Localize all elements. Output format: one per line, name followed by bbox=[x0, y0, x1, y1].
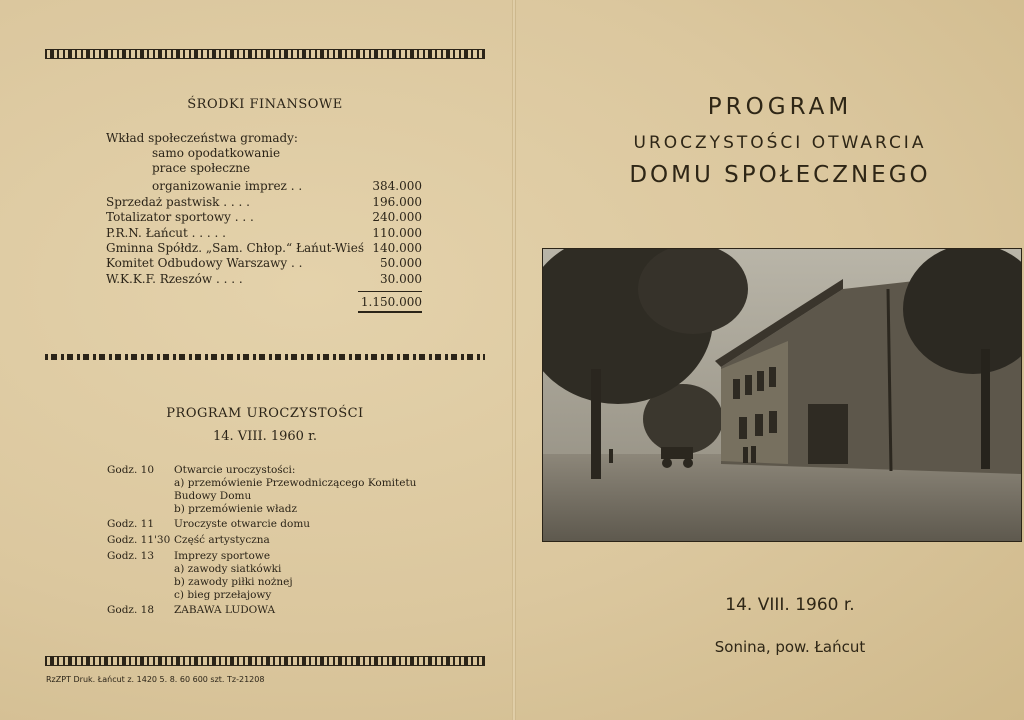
middle-ornament-border bbox=[45, 351, 485, 363]
finance-label: P.R.N. Łańcut . . . . . bbox=[106, 226, 226, 240]
finance-label: organizowanie imprez . . bbox=[152, 179, 303, 193]
cover-title: PROGRAM bbox=[707, 94, 853, 120]
cover-subtitle: UROCZYSTOŚCI OTWARCIA bbox=[633, 133, 927, 153]
community-house-photo bbox=[542, 248, 1022, 542]
finance-row bbox=[106, 195, 422, 210]
intro-line: samo opodatkowanie bbox=[152, 146, 281, 160]
photo-illustration bbox=[543, 249, 1021, 541]
finance-value: 384.000 bbox=[372, 179, 422, 193]
finance-row bbox=[106, 179, 422, 194]
printer-imprint: RzZPT Druk. Łańcut z. 1420 5. 8. 60 600 szt. Tz-21208 bbox=[46, 675, 265, 684]
schedule-line: a) zawody siatkówki bbox=[174, 563, 282, 575]
finance-label: Komitet Odbudowy Warszawy . . bbox=[106, 256, 303, 270]
finance-value: 140.000 bbox=[372, 241, 422, 255]
intro-line: Wkład społeczeństwa gromady: bbox=[106, 131, 298, 145]
finance-label: Totalizator sportowy . . . bbox=[106, 210, 254, 224]
schedule-time: Godz. 10 bbox=[107, 464, 154, 476]
schedule-line: a) przemówienie Przewodniczącego Komitetu bbox=[174, 477, 417, 489]
program-date: 14. VIII. 1960 r. bbox=[213, 429, 317, 444]
program-title: PROGRAM UROCZYSTOŚCI bbox=[166, 406, 364, 421]
schedule-line: Imprezy sportowe bbox=[174, 550, 271, 562]
total-rule bbox=[358, 291, 422, 292]
finance-label: Gminna Spółdz. „Sam. Chłop.“ Łańut-Wieś bbox=[106, 241, 365, 255]
schedule-line: b) zawody piłki nożnej bbox=[174, 576, 293, 588]
finance-row bbox=[106, 256, 422, 271]
finances-intro bbox=[106, 131, 298, 176]
schedule-line: ZABAWA LUDOWA bbox=[174, 604, 276, 616]
schedule-time: Godz. 11'30 bbox=[107, 534, 171, 546]
cover-subtitle-2: DOMU SPOŁECZNEGO bbox=[629, 162, 931, 188]
schedule-line: c) bieg przełajowy bbox=[174, 589, 272, 601]
finance-row bbox=[106, 241, 422, 256]
schedule-line: Budowy Domu bbox=[174, 490, 252, 502]
intro-line: prace społeczne bbox=[152, 161, 251, 175]
bottom-ornament-border bbox=[45, 655, 485, 667]
schedule-line: Otwarcie uroczystości: bbox=[174, 464, 296, 476]
schedule-line: Uroczyste otwarcie domu bbox=[174, 518, 311, 530]
cover-date: 14. VIII. 1960 r. bbox=[725, 595, 855, 615]
finance-row bbox=[106, 272, 422, 287]
top-ornament-border bbox=[45, 48, 485, 60]
finances-total: 1.150.000 bbox=[360, 295, 422, 309]
finance-row bbox=[106, 226, 422, 241]
schedule-line: Część artystyczna bbox=[174, 534, 270, 546]
total-double-rule bbox=[358, 311, 422, 313]
finances-title: ŚRODKI FINANSOWE bbox=[187, 97, 343, 112]
finance-value: 50.000 bbox=[380, 256, 422, 270]
schedule-time: Godz. 18 bbox=[107, 604, 154, 616]
finance-value: 30.000 bbox=[380, 272, 422, 286]
finance-value: 110.000 bbox=[372, 226, 422, 240]
center-fold bbox=[512, 0, 516, 720]
schedule-line: b) przemówienie władz bbox=[174, 503, 298, 515]
finance-label: W.K.K.F. Rzeszów . . . . bbox=[106, 272, 243, 286]
finance-value: 196.000 bbox=[372, 195, 422, 209]
finance-row bbox=[106, 210, 422, 225]
finance-value: 240.000 bbox=[372, 210, 422, 224]
finance-label: Sprzedaż pastwisk . . . . bbox=[106, 195, 250, 209]
schedule-time: Godz. 11 bbox=[107, 518, 154, 530]
cover-place: Sonina, pow. Łańcut bbox=[714, 638, 866, 656]
schedule-time: Godz. 13 bbox=[107, 550, 154, 562]
